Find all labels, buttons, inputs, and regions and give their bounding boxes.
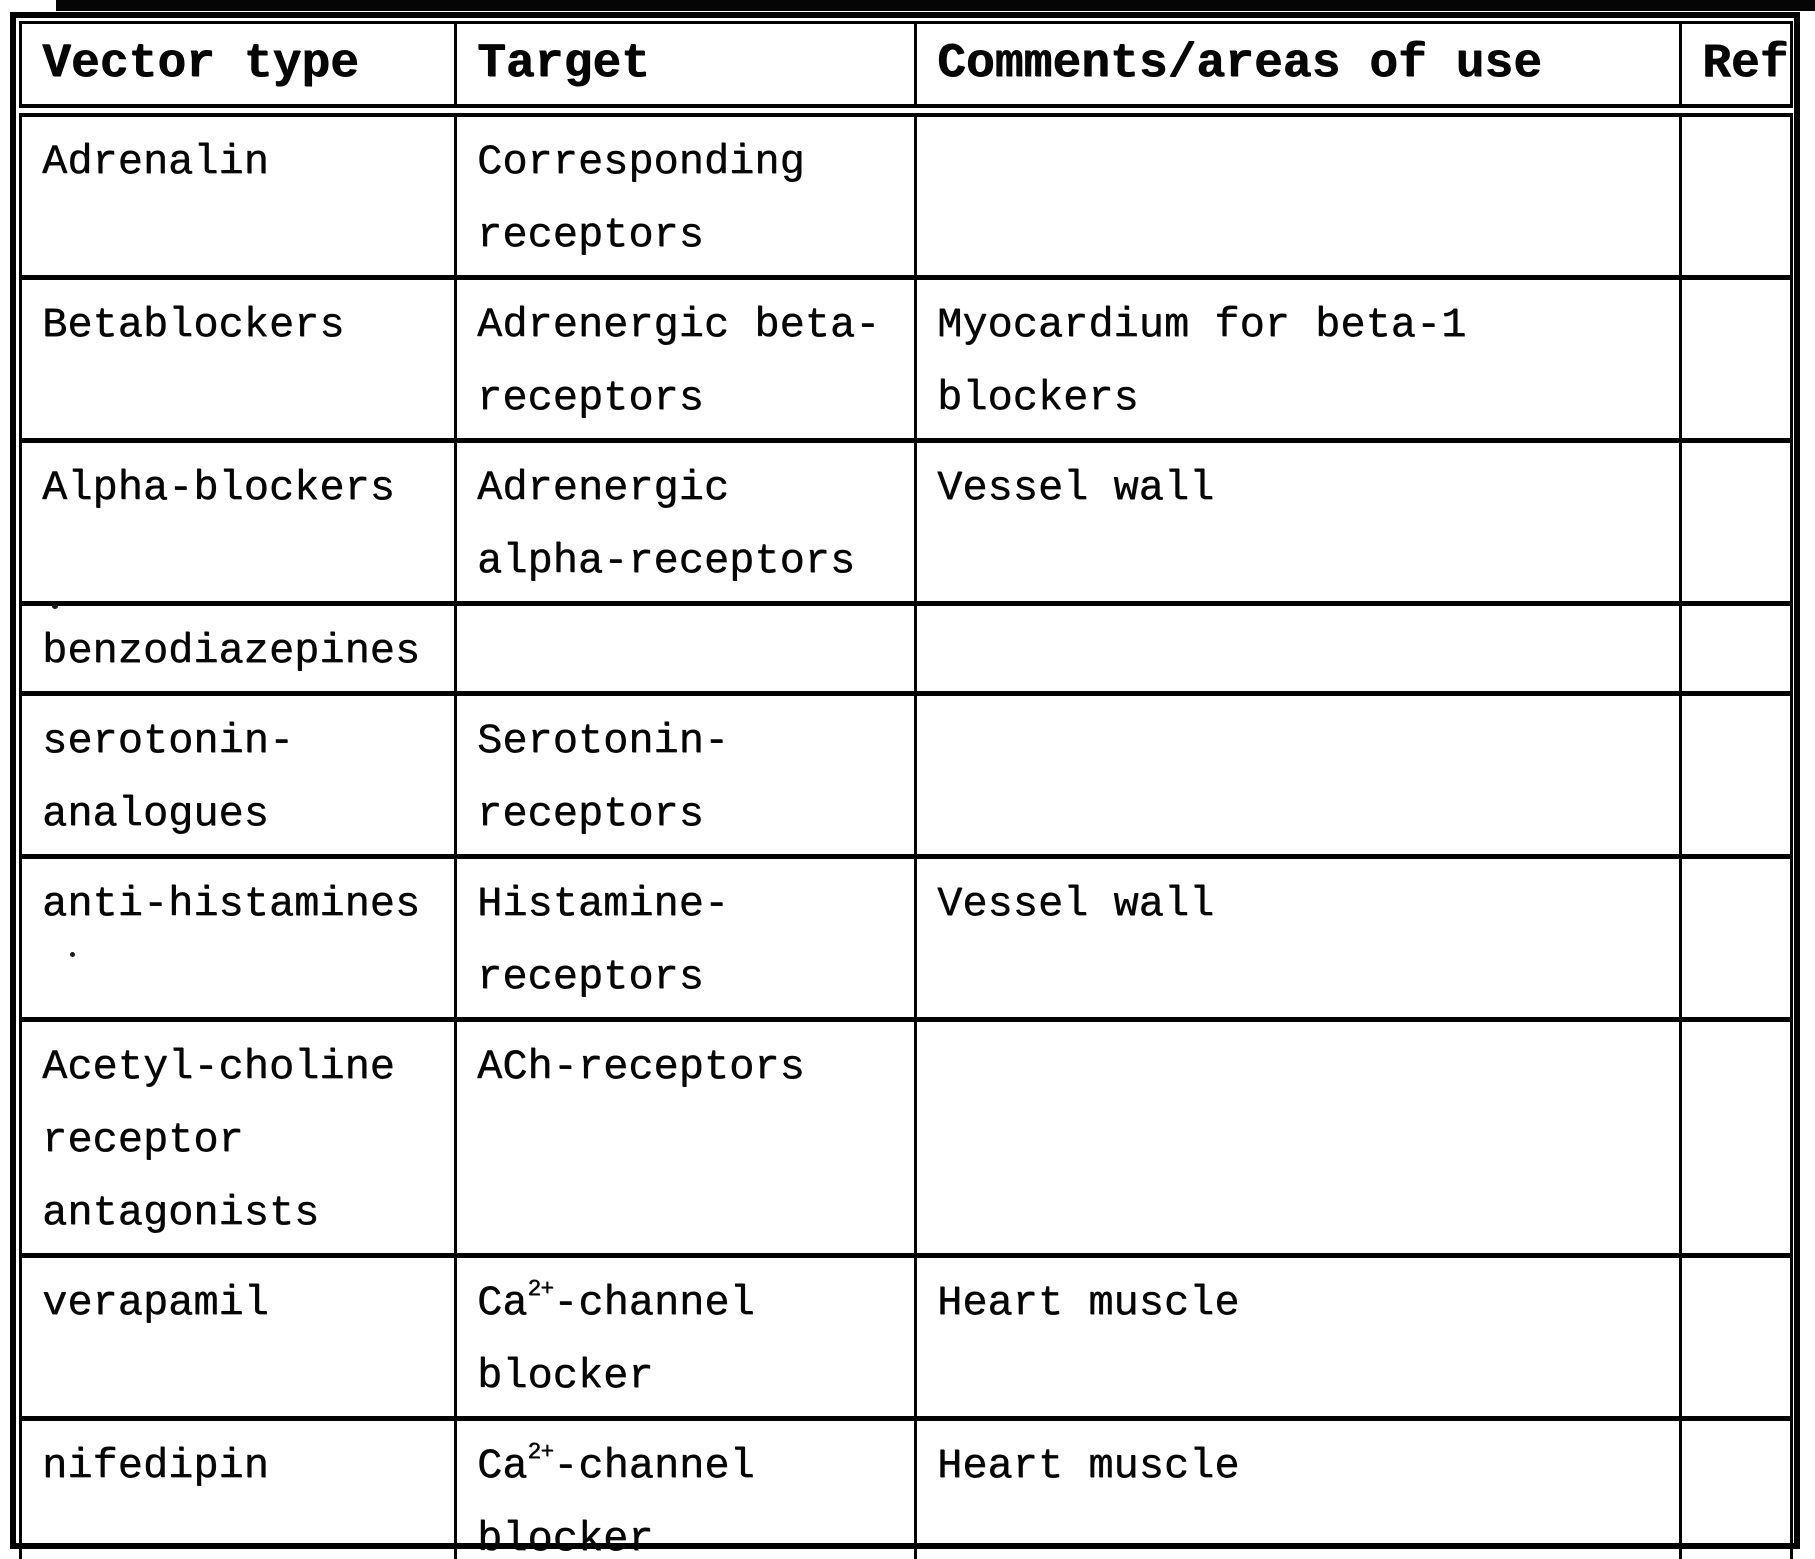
table-row [21, 694, 1792, 857]
table-row [21, 441, 1792, 604]
text-segment: Vessel wall [937, 464, 1215, 512]
text-segment: -channel [553, 1442, 755, 1490]
cell-text-line [937, 362, 1665, 435]
cell-text-line [477, 525, 900, 598]
scanner-edge-artifact [56, 0, 1815, 11]
cell-ref [1681, 441, 1792, 604]
text-segment: benzodiazepines [42, 627, 421, 675]
cell-target [456, 278, 916, 441]
cell-text-line [477, 289, 900, 362]
text-segment: antagonists [42, 1189, 320, 1237]
cell-text-line [42, 705, 440, 778]
text-segment: blocker [477, 1352, 654, 1400]
cell-text-line [477, 1340, 900, 1413]
cell-comments [916, 441, 1681, 604]
table-row [21, 111, 1792, 278]
cell-vector-type [21, 694, 456, 857]
text-segment: Serotonin- [477, 717, 730, 765]
cell-text-line [42, 1267, 440, 1340]
scan-speck [70, 952, 75, 957]
cell-ref [1681, 111, 1792, 278]
text-segment: receptor [42, 1116, 244, 1164]
cell-ref [1681, 1419, 1792, 1559]
cell-text-line [477, 452, 900, 525]
cell-text-line [42, 778, 440, 851]
cell-text-line [42, 615, 440, 688]
cell-comments [916, 694, 1681, 857]
header-comments: Comments/areas of use [916, 23, 1681, 111]
table-body [21, 111, 1792, 1559]
text-segment: Adrenalin [42, 138, 269, 186]
scan-speck [52, 604, 58, 609]
cell-text-line [937, 289, 1665, 362]
text-segment: verapamil [42, 1279, 269, 1327]
text-segment: Heart muscle [937, 1279, 1240, 1327]
text-segment: Ca [477, 1279, 528, 1327]
cell-text-line [42, 289, 440, 362]
table-row [21, 278, 1792, 441]
text-segment: Adrenergic beta- [477, 301, 881, 349]
text-segment: Adrenergic [477, 464, 730, 512]
cell-comments [916, 1020, 1681, 1256]
cell-vector-type [21, 111, 456, 278]
text-segment: blockers [937, 374, 1139, 422]
text-segment: receptors [477, 374, 704, 422]
cell-target [456, 111, 916, 278]
cell-comments [916, 1419, 1681, 1559]
cell-vector-type [21, 1256, 456, 1419]
table-frame [10, 12, 1800, 1559]
cell-text-line [477, 1267, 900, 1340]
text-segment: Myocardium for beta-1 [937, 301, 1467, 349]
cell-text-line [477, 1031, 900, 1104]
text-segment: Ca [477, 1442, 528, 1490]
cell-vector-type [21, 604, 456, 694]
cell-ref [1681, 278, 1792, 441]
text-segment: Histamine- [477, 880, 730, 928]
table-row [21, 1020, 1792, 1256]
cell-ref [1681, 1020, 1792, 1256]
header-row [21, 23, 1792, 111]
cell-text-line [937, 1267, 1665, 1340]
cell-text-line [42, 1104, 440, 1177]
text-segment: Alpha-blockers [42, 464, 395, 512]
text-segment: -channel [553, 1279, 755, 1327]
cell-comments [916, 111, 1681, 278]
table-row [21, 1419, 1792, 1559]
cell-ref [1681, 604, 1792, 694]
cell-ref [1681, 694, 1792, 857]
cell-text-line [477, 126, 900, 199]
cell-text-line [477, 941, 900, 1014]
text-segment: anti-histamines [42, 880, 421, 928]
header-target: Target [456, 23, 916, 111]
table-row [21, 604, 1792, 694]
superscript-text: 2+ [527, 1276, 554, 1302]
cell-ref [1681, 1256, 1792, 1419]
text-segment: Vessel wall [937, 880, 1215, 928]
cell-target [456, 1020, 916, 1256]
text-segment: blocker [477, 1515, 654, 1559]
cell-text-line [42, 868, 440, 941]
text-segment: Corresponding [477, 138, 805, 186]
cell-target [456, 857, 916, 1020]
cell-text-line [42, 452, 440, 525]
cell-vector-type [21, 1020, 456, 1256]
cell-vector-type [21, 441, 456, 604]
text-segment: Betablockers [42, 301, 345, 349]
text-segment: receptors [477, 790, 704, 838]
cell-text-line [937, 868, 1665, 941]
text-segment: analogues [42, 790, 269, 838]
text-segment: Acetyl-choline [42, 1043, 395, 1091]
cell-vector-type [21, 1419, 456, 1559]
cell-target [456, 604, 916, 694]
cell-text-line [937, 452, 1665, 525]
cell-ref [1681, 857, 1792, 1020]
cell-text-line [477, 1503, 900, 1559]
text-segment: ACh-receptors [477, 1043, 805, 1091]
text-segment: serotonin- [42, 717, 295, 765]
cell-comments [916, 604, 1681, 694]
text-segment: receptors [477, 211, 704, 259]
drug-vector-table [19, 21, 1793, 1559]
cell-vector-type [21, 278, 456, 441]
cell-text-line [477, 362, 900, 435]
cell-text-line [477, 199, 900, 272]
cell-target [456, 1419, 916, 1559]
cell-text-line [42, 126, 440, 199]
superscript-text: 2+ [527, 1439, 554, 1465]
cell-comments [916, 278, 1681, 441]
cell-text-line [42, 1177, 440, 1250]
header-vector-type: Vector type [21, 23, 456, 111]
text-segment: receptors [477, 953, 704, 1001]
header-ref: Ref [1681, 23, 1792, 111]
cell-target [456, 1256, 916, 1419]
cell-text-line [477, 705, 900, 778]
cell-comments [916, 1256, 1681, 1419]
text-segment: nifedipin [42, 1442, 269, 1490]
cell-text-line [477, 778, 900, 851]
cell-text-line [937, 1430, 1665, 1503]
cell-text-line [42, 1031, 440, 1104]
cell-vector-type [21, 857, 456, 1020]
text-segment: Heart muscle [937, 1442, 1240, 1490]
cell-comments [916, 857, 1681, 1020]
cell-text-line [477, 868, 900, 941]
cell-target [456, 694, 916, 857]
table-header [21, 23, 1792, 111]
cell-text-line [477, 1430, 900, 1503]
table-row [21, 1256, 1792, 1419]
cell-text-line [42, 1430, 440, 1503]
table-row [21, 857, 1792, 1020]
text-segment: alpha-receptors [477, 537, 856, 585]
cell-target [456, 441, 916, 604]
